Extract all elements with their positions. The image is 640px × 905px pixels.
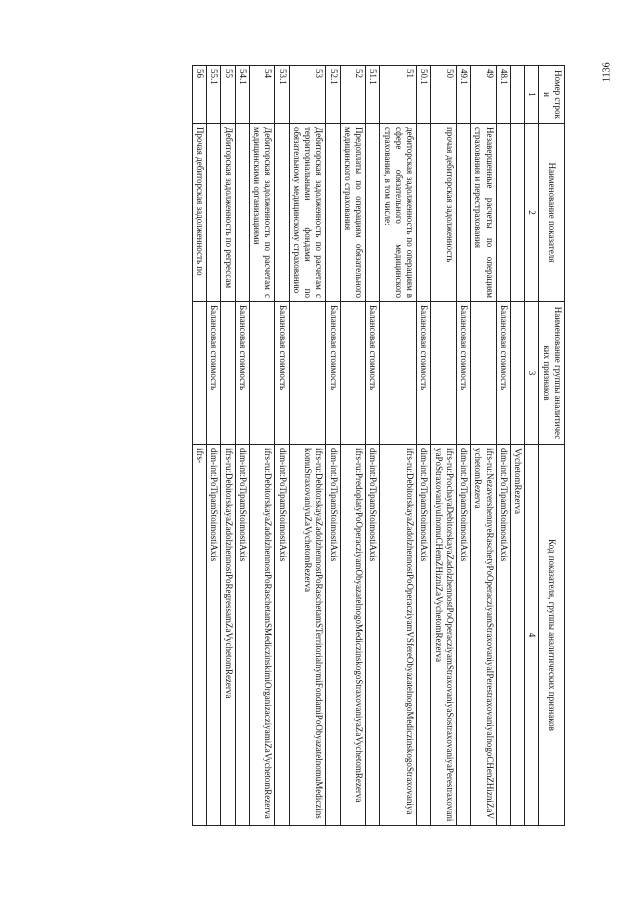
group-name-cell: Балансовая стоимость: [275, 302, 289, 445]
indicator-name-cell: [366, 124, 380, 302]
indicator-code-cell: ifrs-ru:DebitorskayaZadolzhennostPoOperacziyamVSfereObyazatelnogoMediczinskogoStraxovaniya: [380, 445, 417, 826]
row-number-cell: 55: [221, 66, 235, 124]
group-name-cell: [380, 302, 417, 445]
group-name-cell: [193, 302, 207, 445]
indicator-code-cell: dim-int:PoTipamStoimostiAxis: [207, 445, 221, 826]
indicator-name-cell: [417, 124, 431, 302]
group-name-cell: Балансовая стоимость: [326, 302, 340, 445]
indicator-code-cell: ifrs-ru:PredoplatyPoOperacziyamObyazatelnogoMediczinskogoStraxovaniyaZaVychetomRezerva: [340, 445, 366, 826]
table-row: [289, 66, 326, 826]
table-row: [366, 66, 380, 826]
indicator-code-cell: dim-int:PoTipamStoimostiAxis: [366, 445, 380, 826]
column-index: 1: [525, 66, 539, 124]
indicator-code-cell: dim-int:PoTipamStoimostiAxis: [496, 445, 510, 826]
row-number-cell: 49: [471, 66, 497, 124]
group-name-cell: [221, 302, 235, 445]
indicator-code-cell: ifrs-: [193, 445, 207, 826]
row-number-cell: 52: [340, 66, 366, 124]
row-number-cell: 53: [289, 66, 326, 124]
row-number-cell: 56: [193, 66, 207, 124]
table-row: [340, 66, 366, 826]
group-name-cell: Балансовая стоимость: [207, 302, 221, 445]
indicator-name-cell: прочая дебиторская задолженность: [431, 124, 457, 302]
table-row: [275, 66, 289, 826]
group-name-cell: [511, 302, 525, 445]
indicator-table: [192, 65, 565, 826]
column-index: 2: [525, 124, 539, 302]
column-index: 4: [525, 445, 539, 826]
table-row: [417, 66, 431, 826]
indicator-name-cell: [207, 124, 221, 302]
indicator-name-cell: [511, 124, 525, 302]
indicator-code-cell: ifrs-ru:NezavershennyeRaschetyPoOperacziyamStraxovaniyaIPerestraxovaniyaInogoCHenZHizniZaVychetomRezerva: [471, 445, 497, 826]
row-number-cell: 55.1: [207, 66, 221, 124]
indicator-name-cell: Предоплаты по операциям обязательного медицинского страхования: [340, 124, 366, 302]
header-group-name: Наименование группы аналитических признаков: [539, 302, 565, 445]
table-header-row: [539, 66, 565, 826]
table-row: [207, 66, 221, 826]
table-row: [471, 66, 497, 826]
page-number: 1136: [601, 62, 613, 82]
table-row: [326, 66, 340, 826]
row-number-cell: 50: [431, 66, 457, 124]
group-name-cell: [340, 302, 366, 445]
indicator-name-cell: Прочая дебиторская задолженность по: [193, 124, 207, 302]
indicator-code-cell: VychetomRezerva: [511, 445, 525, 826]
group-name-cell: Балансовая стоимость: [366, 302, 380, 445]
group-name-cell: Балансовая стоимость: [457, 302, 471, 445]
indicator-name-cell: [457, 124, 471, 302]
group-name-cell: [471, 302, 497, 445]
rotated-page-content: [85, 65, 565, 825]
group-name-cell: [431, 302, 457, 445]
table-body: [193, 66, 525, 826]
indicator-code-cell: ifrs-ru:DebitorskayaZadolzhennostPoRegressamZaVychetomRezerva: [221, 445, 235, 826]
indicator-name-cell: Дебиторская задолженность по расчетам с медицинскими организациями: [250, 124, 276, 302]
group-name-cell: [250, 302, 276, 445]
row-number-cell: 53.1: [275, 66, 289, 124]
indicator-name-cell: [235, 124, 249, 302]
row-number-cell: 51: [380, 66, 417, 124]
table-row: [221, 66, 235, 826]
table-row: [511, 66, 525, 826]
row-number-cell: 49.1: [457, 66, 471, 124]
row-number-cell: [511, 66, 525, 124]
indicator-code-cell: ifrs-ru:ProchayaDebitorskayaZadolzhennostPoOperacziyamStraxovaniyaSostraxovaniyaPerestraxovaniyaPoStraxovaniyuInomuCHemZHizniZaVychetomRezerva: [431, 445, 457, 826]
indicator-name-cell: Дебиторская задолженность по расчетам с территориальными фондами по обязательному медицинскому страхованию: [289, 124, 326, 302]
indicator-code-cell: dim-int:PoTipamStoimostiAxis: [275, 445, 289, 826]
indicator-code-cell: ifrs-ru:DebitorskayaZadolzhennostPoRaschetamSMediczinskimiOrganizacziyamiZaVychetomRezerva: [250, 445, 276, 826]
row-number-cell: 50.1: [417, 66, 431, 124]
indicator-code-cell: dim-int:PoTipamStoimostiAxis: [417, 445, 431, 826]
indicator-name-cell: [496, 124, 510, 302]
table-row: [193, 66, 207, 826]
indicator-name-cell: [275, 124, 289, 302]
table-row: [235, 66, 249, 826]
group-name-cell: Балансовая стоимость: [417, 302, 431, 445]
row-number-cell: 51.1: [366, 66, 380, 124]
table-row: [250, 66, 276, 826]
row-number-cell: 54: [250, 66, 276, 124]
indicator-name-cell: дебиторская задолженность по операциям в сфере обязательного медицинского страхования, в том числе:: [380, 124, 417, 302]
indicator-name-cell: Незавершенные расчеты по операциям страхования и перестрахования: [471, 124, 497, 302]
table-row: [431, 66, 457, 826]
indicator-code-cell: ifrs-ru:DebitorskayaZadolzhennostPoRaschetamSTerritorialnymiFondamiPoObyazatelnomuMediczinskomuStraxovaniyuZaVychetomRezerva: [289, 445, 326, 826]
row-number-cell: 52.1: [326, 66, 340, 124]
table-row: [380, 66, 417, 826]
group-name-cell: Балансовая стоимость: [235, 302, 249, 445]
header-indicator-code: Код показателя, группы аналитических признаков: [539, 445, 565, 826]
row-number-cell: 48.1: [496, 66, 510, 124]
indicator-name-cell: [326, 124, 340, 302]
column-index: 3: [525, 302, 539, 445]
indicator-code-cell: dim-int:PoTipamStoimostiAxis: [326, 445, 340, 826]
table-row: [496, 66, 510, 826]
indicator-name-cell: Дебиторская задолженность по регрессам: [221, 124, 235, 302]
header-indicator-name: Наименование показателя: [539, 124, 565, 302]
group-name-cell: [289, 302, 326, 445]
table-row: [457, 66, 471, 826]
indicator-code-cell: dim-int:PoTipamStoimostiAxis: [457, 445, 471, 826]
column-index-row: [525, 66, 539, 826]
indicator-code-cell: dim-int:PoTipamStoimostiAxis: [235, 445, 249, 826]
row-number-cell: 54.1: [235, 66, 249, 124]
group-name-cell: Балансовая стоимость: [496, 302, 510, 445]
header-row-number: Номер строки: [539, 66, 565, 124]
